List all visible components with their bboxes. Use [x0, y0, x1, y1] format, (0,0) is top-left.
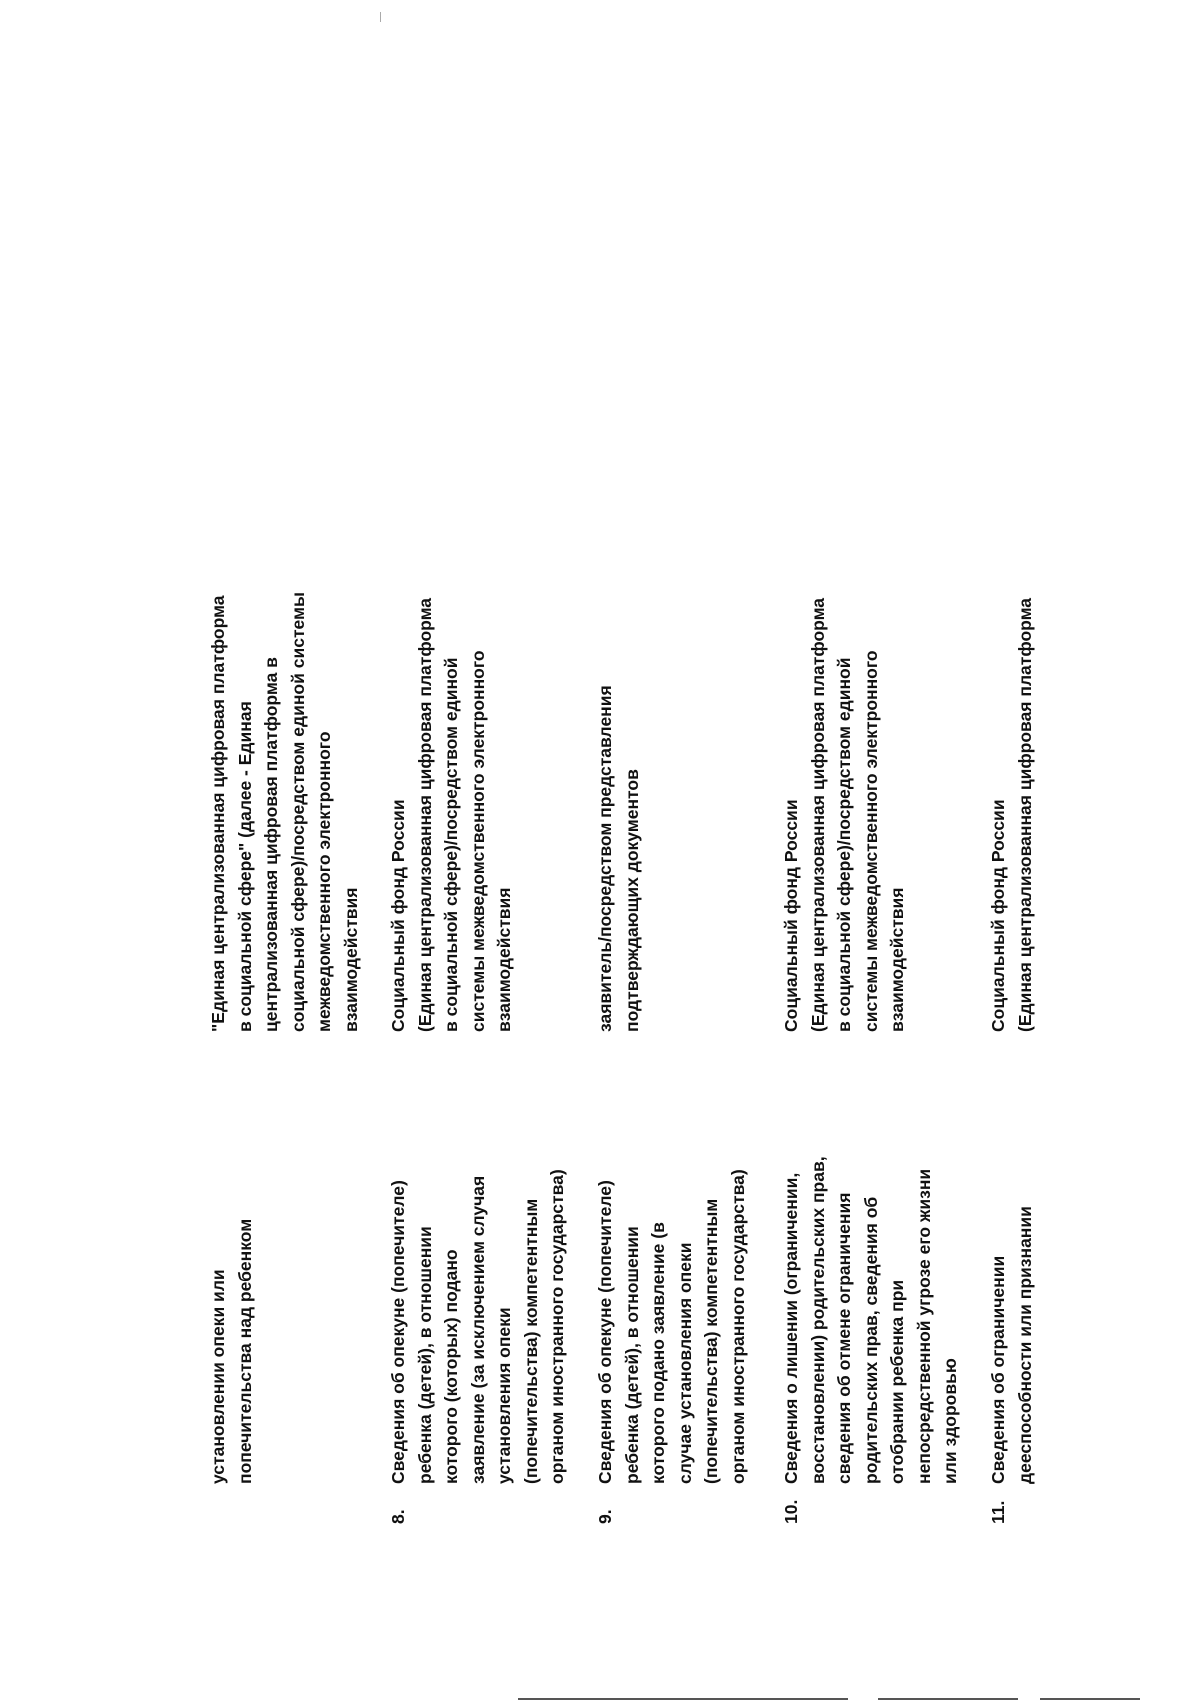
- info-line: дееспособности или признании: [1014, 1206, 1035, 1484]
- info-line: случае установления опеки: [674, 1242, 695, 1484]
- info-line: родительских прав, сведения об: [860, 1196, 881, 1484]
- scan-edge-line: [518, 1698, 848, 1700]
- scan-edge-line: [878, 1698, 1018, 1700]
- source-line: межведомственного электронного: [314, 731, 334, 1032]
- source-line: подтверждающих документов: [621, 769, 642, 1032]
- info-line: органом иностранного государства): [727, 1169, 748, 1484]
- source-line: системы межведомственного электронного: [860, 650, 881, 1032]
- source-line: взаимодействия: [340, 887, 361, 1032]
- source-line: взаимодействия: [494, 887, 514, 1032]
- scan-edge-line: [1040, 1698, 1140, 1700]
- info-line: (попечительства) компетентным: [520, 1198, 541, 1484]
- row-number: 9.: [595, 1509, 615, 1524]
- info-line: Сведения об ограничении: [988, 1255, 1008, 1484]
- source-line: в социальной сфере)/посредством единой: [834, 657, 854, 1032]
- info-line: заявление (за исключением случая: [467, 1175, 488, 1484]
- source-line: "Единая централизованная цифровая платформа: [208, 595, 228, 1032]
- source-line: системы межведомственного электронного: [467, 650, 488, 1032]
- source-cell: [778, 232, 911, 1032]
- info-line: сведения об отмене ограничения: [834, 1192, 854, 1484]
- info-line: ребенка (детей), в отношении: [621, 1226, 642, 1484]
- source-line: Социальный фонд России: [388, 799, 408, 1032]
- info-line: Сведения об опекуне (попечителе): [595, 1180, 615, 1484]
- info-line: установления опеки: [494, 1307, 514, 1484]
- source-line: (Единая централизованная цифровая платформа: [1014, 597, 1035, 1032]
- info-line: установлении опеки или: [208, 1269, 228, 1484]
- source-cell: [205, 232, 364, 1032]
- info-line: Сведения о лишении (ограничении,: [781, 1172, 801, 1484]
- source-cell: [385, 232, 518, 1032]
- source-cell: [592, 232, 645, 1032]
- info-cell: [385, 1052, 571, 1484]
- info-cell: [985, 1052, 1038, 1484]
- info-cell: [592, 1052, 751, 1484]
- source-line: Социальный фонд России: [988, 799, 1008, 1032]
- info-line: которого подано заявление (в: [648, 1222, 668, 1484]
- source-line: централизованная цифровая платформа в: [261, 657, 281, 1032]
- row-number: 10.: [781, 1499, 801, 1524]
- info-line: органом иностранного государства): [547, 1169, 567, 1484]
- source-line: в социальной сфере" (далее - Единая: [234, 701, 255, 1032]
- info-line: непосредственной угрозе его жизни: [913, 1168, 934, 1484]
- source-line: (Единая централизованная цифровая платформа: [807, 597, 828, 1032]
- source-line: социальной сфере)/посредством единой системы: [287, 592, 308, 1032]
- scan-mark: [380, 12, 381, 22]
- info-line: Сведения об опекуне (попечителе): [388, 1180, 408, 1484]
- info-line: попечительства над ребенком: [234, 1218, 255, 1484]
- info-line: отобрании ребенка при: [887, 1279, 907, 1484]
- source-line: заявитель/посредством представления: [595, 685, 615, 1032]
- row-number: 11.: [988, 1500, 1008, 1524]
- source-cell: [985, 232, 1038, 1032]
- row-number: 8.: [388, 1509, 408, 1524]
- source-line: взаимодействия: [887, 887, 907, 1032]
- info-line: которого (которых) подано: [441, 1249, 461, 1484]
- info-line: (попечительства) компетентным: [701, 1198, 721, 1484]
- info-cell: [778, 1052, 964, 1484]
- source-line: (Единая централизованная цифровая платформа: [414, 597, 435, 1032]
- info-cell: [205, 1052, 258, 1484]
- info-line: или здоровью: [940, 1358, 960, 1484]
- source-line: в социальной сфере)/посредством единой: [441, 657, 461, 1032]
- source-line: Социальный фонд России: [781, 799, 801, 1032]
- info-line: восстановлении) родительских прав,: [807, 1156, 828, 1484]
- info-line: ребенка (детей), в отношении: [414, 1226, 435, 1484]
